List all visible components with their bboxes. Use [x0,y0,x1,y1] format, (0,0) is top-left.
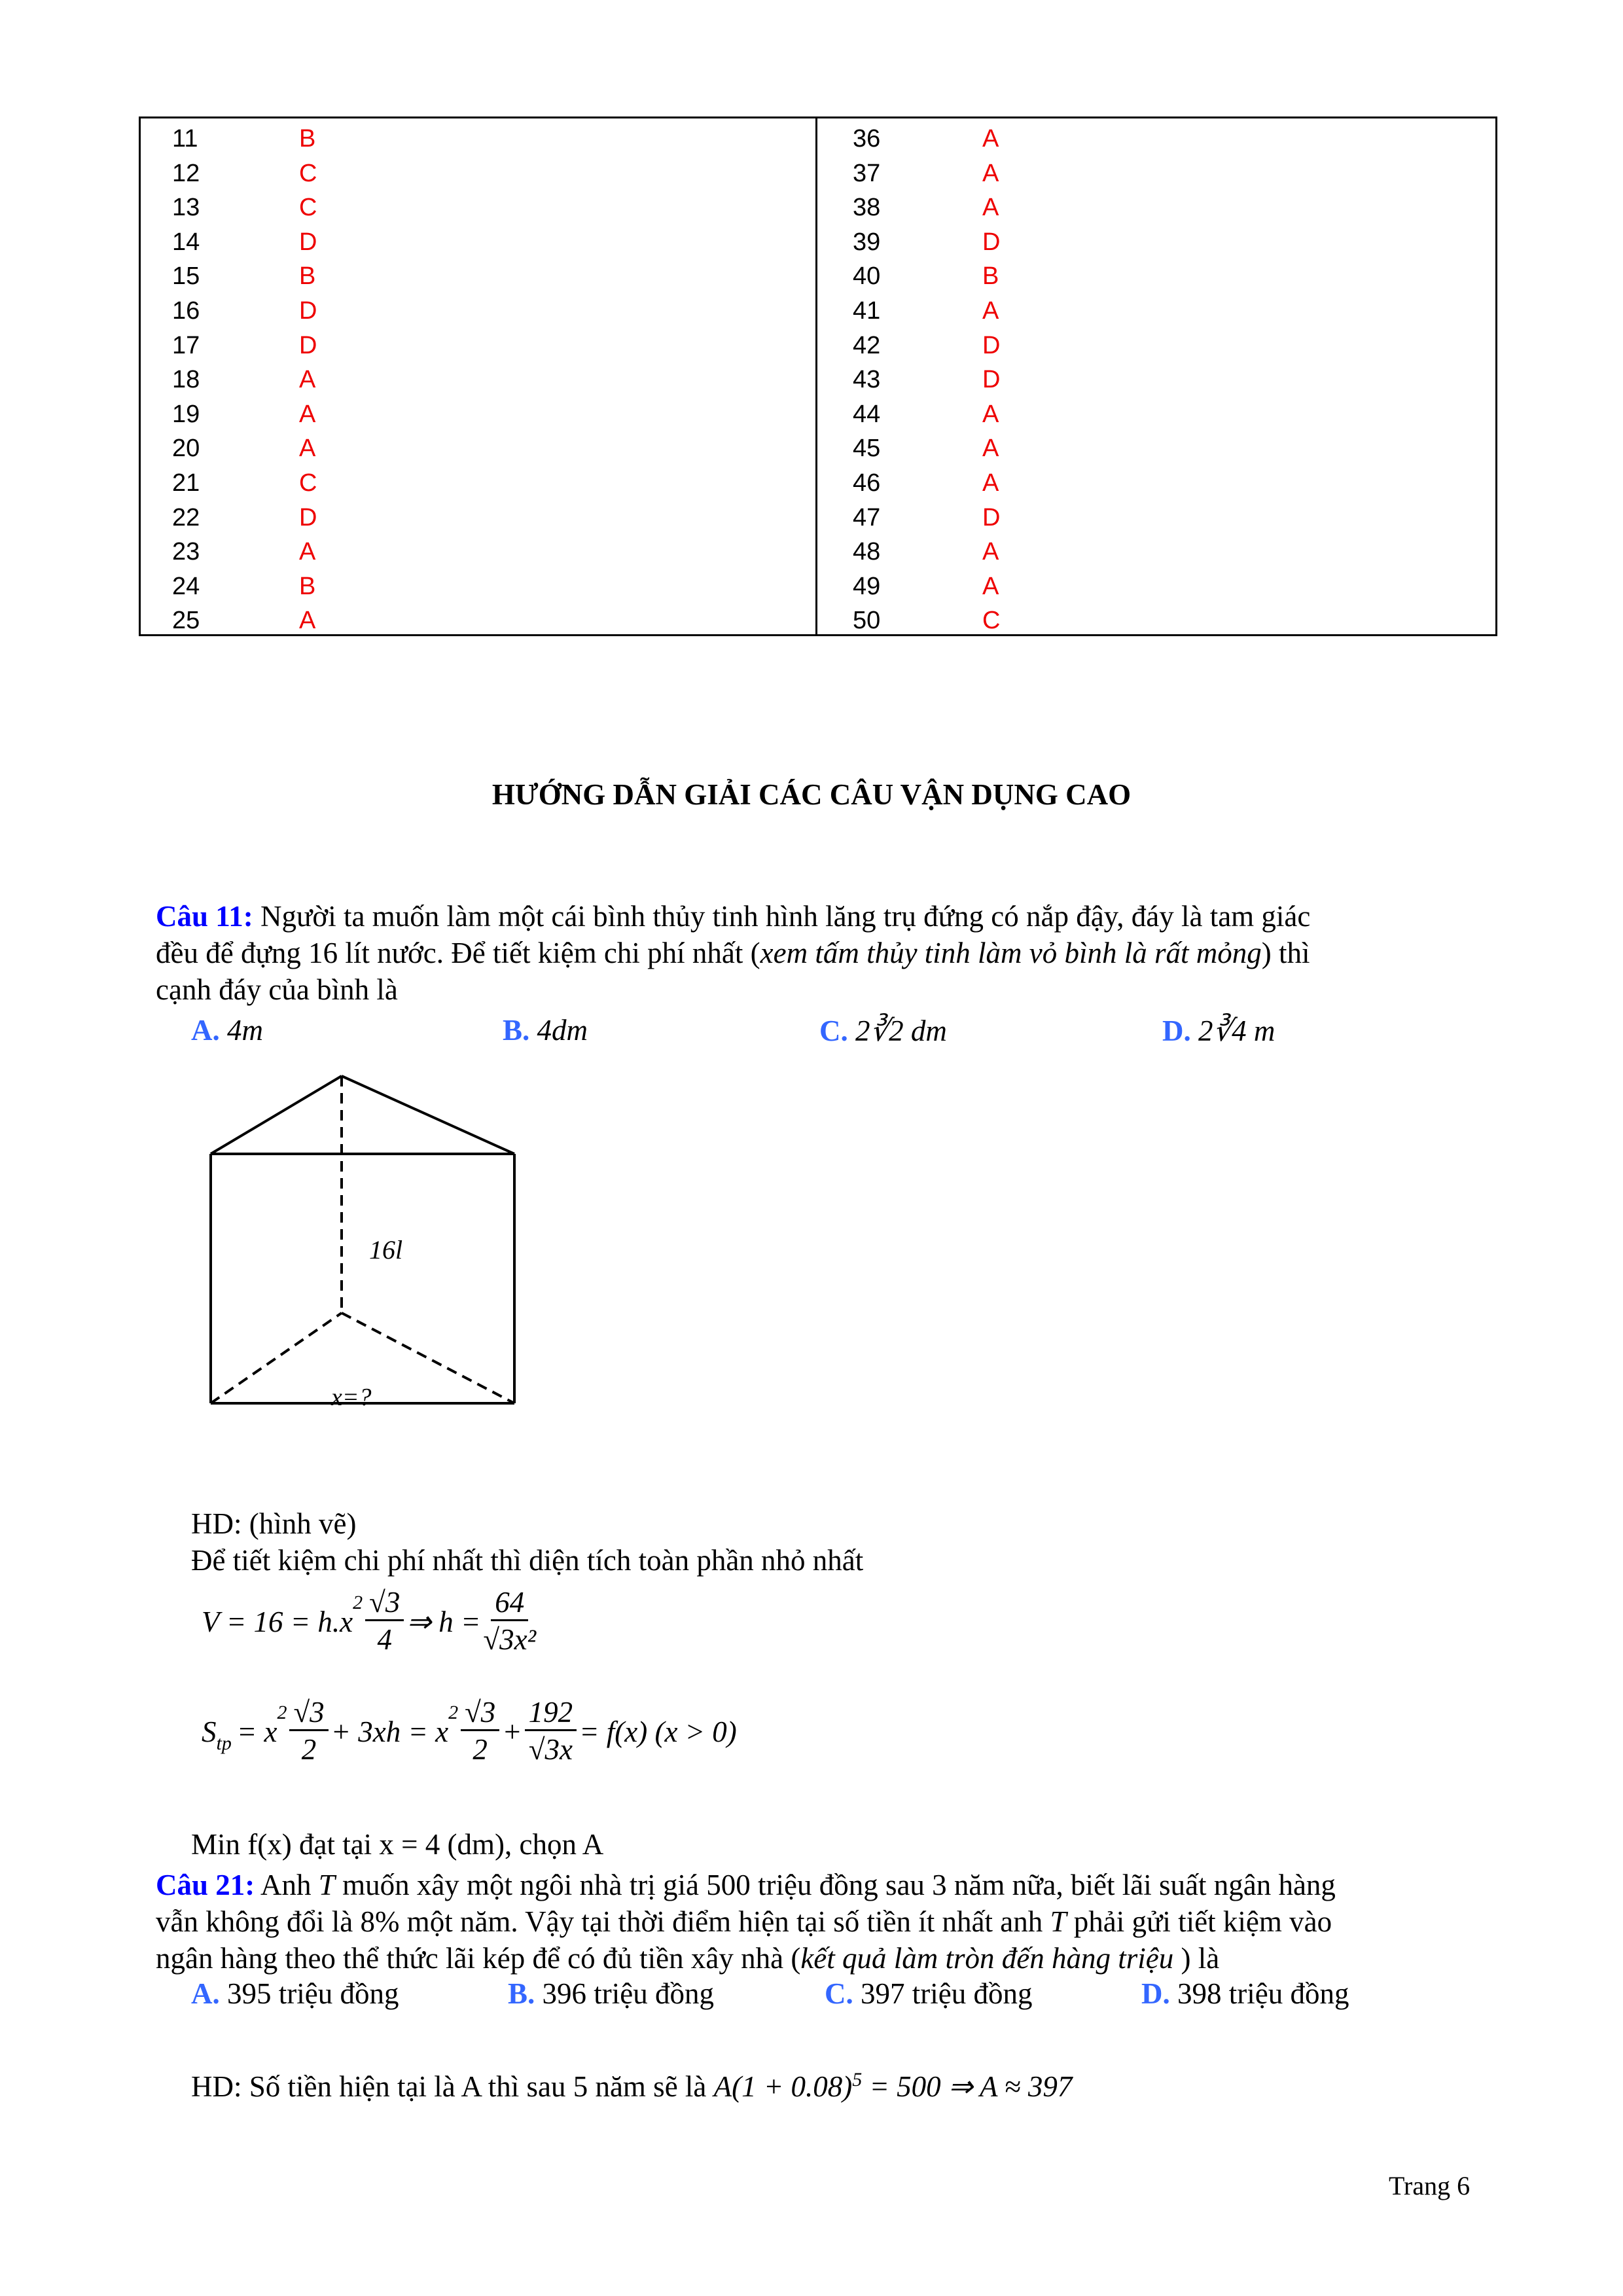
q21-option-b [508,1977,714,2011]
answer-letter: B [299,125,316,152]
question-number: 15 [172,262,200,291]
answer-letter: A [299,366,316,394]
option-label: B. [508,1977,535,2010]
question-number: 13 [172,194,200,222]
answer-letter: C [299,159,317,187]
answer-letter: A [982,194,999,222]
q11-option-c [819,1013,947,1048]
option-label: D. [1162,1014,1191,1047]
eq-text: = f(x) (x > 0) [579,1715,737,1748]
answer-letter: B [299,572,316,600]
question-number: 46 [853,469,881,497]
eq-numerator: √3 [461,1695,499,1731]
question-text: muốn xây một ngôi nhà trị giá 500 triệu đồng sau 3 năm nữa, biết lãi suất ngân hàng [334,1869,1336,1901]
option-value: 398 triệu đồng [1169,1977,1349,2010]
question-number: 22 [172,503,200,531]
question-text: Anh [255,1869,319,1901]
answer-letter: A [982,435,999,463]
eq-numerator: √3 [365,1585,404,1621]
option-label: C. [819,1014,848,1047]
question-number: 14 [172,228,200,256]
eq-text: ⇒ h = [406,1605,481,1638]
q21-hint [191,2062,1072,2105]
question-number: 23 [172,538,200,566]
answer-letter: A [299,607,316,635]
question-11 [156,898,1497,1008]
question-text: Người ta muốn làm một cái bình thủy tinh hình lăng trụ đứng có nắp đậy, đáy là tam giác [253,900,1311,933]
answer-letter: D [982,503,1001,531]
question-number: 18 [172,366,200,394]
hint-text: Để tiết kiệm chi phí nhất thì diện tích toàn phần nhỏ nhất [191,1544,864,1577]
question-text: vẫn không đổi là 8% một năm. Vậy tại thời điểm hiện tại số tiền ít nhất anh [156,1905,1050,1938]
question-text: ) thì [1261,937,1310,969]
answer-key-table [139,117,1497,636]
question-number: 36 [853,125,881,152]
hint-math: A(1 + 0.08) [713,2070,853,2103]
answer-letter: A [299,400,316,428]
answer-letter: C [299,194,317,222]
question-number: 41 [853,297,881,325]
question-var: T [318,1869,335,1901]
eq-text: V = 16 = h.x [202,1605,353,1638]
hint-text: HD: Số tiền hiện tại là A thì sau 5 năm sẽ là [191,2070,714,2103]
eq-subscript: tp [216,1732,232,1754]
hint-exponent: 5 [852,2069,863,2090]
answer-letter: D [299,297,317,325]
equation-volume: V = 16 = h.x $^2$ $\frac{√3}{4}$ ⇒ h = $\frac{64}{\text{√3x²}}$ [202,1585,539,1658]
q21-option-a [191,1977,399,2011]
answer-letter: D [299,228,317,256]
answer-letter: A [982,400,999,428]
option-value: 4dm [537,1014,588,1047]
option-label: A. [191,1977,220,2010]
question-number: 45 [853,435,881,463]
option-value: 396 triệu đồng [535,1977,714,2010]
eq-numerator: 64 [491,1585,528,1621]
answer-letter: D [982,366,1001,394]
answer-letter: D [299,331,317,359]
eq-denominator: √3x² [483,1623,537,1656]
hint-math: = 500 ⇒ A ≈ 397 [862,2070,1073,2103]
answer-letter: A [299,538,316,566]
question-number: 16 [172,297,200,325]
eq-text: + 3xh = x [330,1715,449,1748]
section-title: HƯỚNG DẪN GIẢI CÁC CÂU VẬN DỤNG CAO [491,778,1132,811]
question-text: cạnh đáy của bình là [156,973,398,1006]
question-text: ngân hàng theo thể thức lãi kép để có đủ tiền xây nhà ( [156,1942,801,1975]
eq-numerator: 192 [525,1695,577,1731]
answer-column-right [817,118,1495,634]
question-21 [156,1867,1504,1977]
answer-letter: A [299,435,316,463]
question-label: Câu 21: [156,1869,255,1901]
eq-denominator: 2 [301,1733,317,1766]
option-value: 2∛4 m [1198,1014,1275,1047]
question-number: 17 [172,331,200,359]
q11-hint [191,1505,863,1579]
option-value: 397 triệu đồng [853,1977,1033,2010]
q11-conclusion: Min f(x) đạt tại x = 4 (dm), chọn A [191,1828,604,1861]
option-label: C. [825,1977,853,2010]
question-number: 44 [853,400,881,428]
question-note: kết quả làm tròn đến hàng triệu [800,1942,1174,1975]
question-text: ) là [1173,1942,1220,1975]
answer-column-left [141,118,817,634]
answer-letter: A [982,538,999,566]
volume-label: 16l [369,1235,403,1265]
eq-denominator: 4 [377,1623,392,1656]
question-number: 38 [853,194,881,222]
answer-letter: B [982,262,999,291]
question-number: 39 [853,228,881,256]
option-label: D. [1141,1977,1170,2010]
q11-option-b [503,1013,588,1047]
question-number: 19 [172,400,200,428]
question-number: 25 [172,607,200,635]
question-number: 49 [853,572,881,600]
option-label: A. [191,1014,220,1047]
question-number: 40 [853,262,881,291]
equation-surface: S $_{tp}$ = x $^2$ $\frac{√3}{2}$ + 3xh = x $^2$ $\frac{√3}{2}$ + $\frac{192}{√3x}$ = f(x) (x > 0) [202,1695,737,1768]
eq-denominator: 2 [473,1733,488,1766]
question-number: 20 [172,435,200,463]
edge-label: x=? [331,1384,372,1411]
answer-letter: D [299,503,317,531]
question-number: 11 [172,125,198,152]
question-text: phải gửi tiết kiệm vào [1066,1905,1332,1938]
prism-diagram [196,1060,576,1414]
question-number: 37 [853,159,881,187]
q21-option-c [825,1977,1032,2011]
question-number: 42 [853,331,881,359]
question-number: 21 [172,469,200,497]
answer-letter: A [982,572,999,600]
eq-text: = x [236,1715,277,1748]
option-label: B. [503,1014,530,1047]
eq-numerator: √3 [289,1695,328,1731]
question-number: 43 [853,366,881,394]
option-value: 2∛2 dm [855,1014,947,1047]
question-number: 47 [853,503,881,531]
eq-text: S [202,1715,217,1748]
question-number: 50 [853,607,881,635]
question-text: đều để đựng 16 lít nước. Để tiết kiệm chi phí nhất ( [156,937,760,969]
question-var: T [1050,1905,1067,1938]
question-number: 12 [172,159,200,187]
q21-option-d [1141,1977,1349,2011]
answer-letter: A [982,125,999,152]
answer-letter: A [982,469,999,497]
answer-letter: D [982,228,1001,256]
answer-letter: C [299,469,317,497]
answer-letter: D [982,331,1001,359]
question-number: 24 [172,572,200,600]
page-number: Trang 6 [1389,2171,1471,2200]
option-value: 395 triệu đồng [219,1977,399,2010]
answer-letter: A [982,297,999,325]
question-note: xem tấm thủy tinh làm vỏ bình là rất mỏng [760,937,1262,969]
hint-title: HD: (hình vẽ) [191,1507,357,1540]
q11-option-d [1162,1013,1275,1048]
answer-letter: C [982,607,1001,635]
answer-letter: B [299,262,316,291]
eq-denominator: √3x [528,1733,573,1766]
q11-option-a [191,1013,263,1047]
eq-text: + [502,1715,522,1748]
option-value: 4m [227,1014,263,1047]
question-label: Câu 11: [156,900,253,933]
question-number: 48 [853,538,881,566]
answer-letter: A [982,159,999,187]
